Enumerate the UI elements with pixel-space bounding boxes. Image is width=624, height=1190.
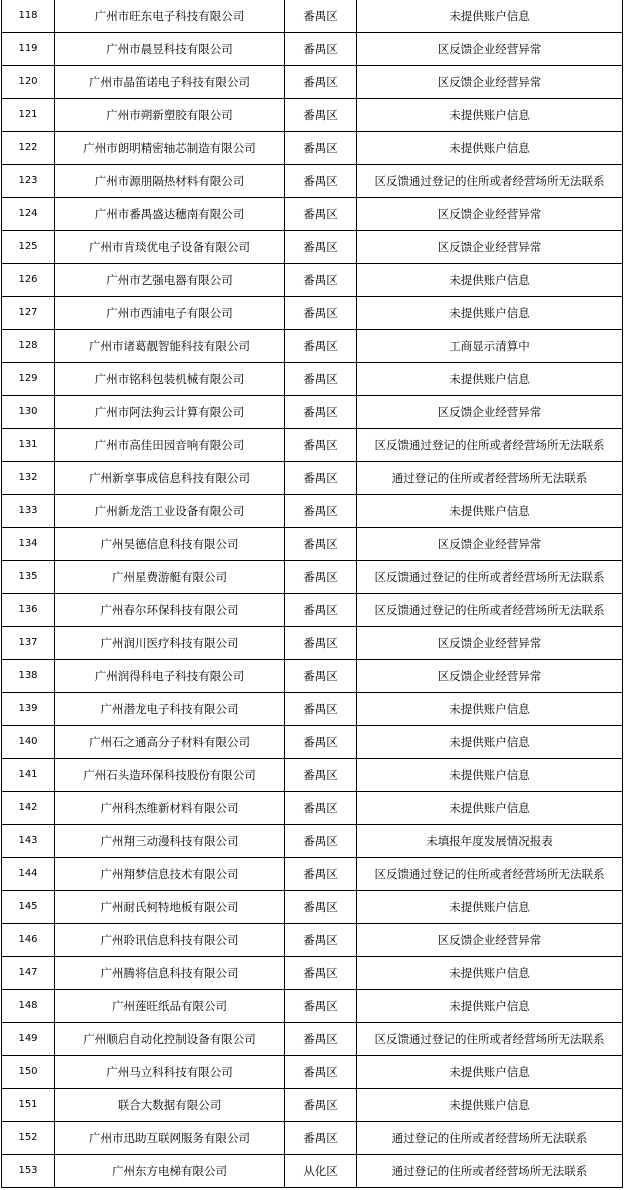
row-number-cell: 151 (2, 1089, 55, 1122)
district-cell: 番禺区 (285, 396, 357, 429)
table-row (2, 528, 623, 561)
company-name-cell: 广州市迅助互联网服务有限公司 (55, 1122, 285, 1155)
company-name-cell: 广州市源朋隔热材料有限公司 (55, 165, 285, 198)
company-name-cell: 广州市西浦电子有限公司 (55, 297, 285, 330)
district-cell: 番禺区 (285, 660, 357, 693)
company-name-cell: 广州市阿法狗云计算有限公司 (55, 396, 285, 429)
row-number-cell: 143 (2, 825, 55, 858)
company-name-cell: 广州聆讯信息科技有限公司 (55, 924, 285, 957)
company-name-cell: 广州市铭科包装机械有限公司 (55, 363, 285, 396)
table-row (2, 726, 623, 759)
district-cell: 番禺区 (285, 33, 357, 66)
table-row (2, 1089, 623, 1122)
reason-cell: 区反馈企业经营异常 (357, 66, 623, 99)
table-row (2, 990, 623, 1023)
district-cell: 从化区 (285, 1155, 357, 1188)
district-cell: 番禺区 (285, 462, 357, 495)
company-name-cell: 广州星费游艇有限公司 (55, 561, 285, 594)
district-cell: 番禺区 (285, 594, 357, 627)
reason-cell: 通过登记的住所或者经营场所无法联系 (357, 1155, 623, 1188)
reason-cell: 未提供账户信息 (357, 99, 623, 132)
district-cell: 番禺区 (285, 957, 357, 990)
district-cell: 番禺区 (285, 1023, 357, 1056)
reason-cell: 区反馈通过登记的住所或者经营场所无法联系 (357, 165, 623, 198)
company-name-cell: 广州顺启自动化控制设备有限公司 (55, 1023, 285, 1056)
company-name-cell: 广州润得科电子科技有限公司 (55, 660, 285, 693)
row-number-cell: 145 (2, 891, 55, 924)
table-row (2, 957, 623, 990)
row-number-cell: 130 (2, 396, 55, 429)
table-row (2, 297, 623, 330)
table-row (2, 693, 623, 726)
reason-cell: 未提供账户信息 (357, 759, 623, 792)
company-name-cell: 广州市晨昱科技有限公司 (55, 33, 285, 66)
company-name-cell: 广州石之通高分子材料有限公司 (55, 726, 285, 759)
district-cell: 番禺区 (285, 858, 357, 891)
district-cell: 番禺区 (285, 231, 357, 264)
district-cell: 番禺区 (285, 0, 357, 33)
table-row (2, 594, 623, 627)
row-number-cell: 146 (2, 924, 55, 957)
company-name-cell: 广州市肯琰优电子设备有限公司 (55, 231, 285, 264)
company-name-cell: 广州市朗明精密轴芯制造有限公司 (55, 132, 285, 165)
reason-cell: 未提供账户信息 (357, 990, 623, 1023)
table-body (2, 0, 623, 1188)
reason-cell: 通过登记的住所或者经营场所无法联系 (357, 1122, 623, 1155)
reason-cell: 未提供账户信息 (357, 0, 623, 33)
row-number-cell: 132 (2, 462, 55, 495)
table-row (2, 165, 623, 198)
row-number-cell: 144 (2, 858, 55, 891)
reason-cell: 通过登记的住所或者经营场所无法联系 (357, 462, 623, 495)
district-cell: 番禺区 (285, 99, 357, 132)
reason-cell: 未提供账户信息 (357, 957, 623, 990)
reason-cell: 未提供账户信息 (357, 891, 623, 924)
reason-cell: 未提供账户信息 (357, 726, 623, 759)
district-cell: 番禺区 (285, 528, 357, 561)
company-name-cell: 广州新龙浩工业设备有限公司 (55, 495, 285, 528)
district-cell: 番禺区 (285, 1089, 357, 1122)
reason-cell: 未提供账户信息 (357, 264, 623, 297)
table-row (2, 825, 623, 858)
table-row (2, 330, 623, 363)
company-name-cell: 广州耐氏柯特地板有限公司 (55, 891, 285, 924)
district-cell: 番禺区 (285, 297, 357, 330)
row-number-cell: 133 (2, 495, 55, 528)
district-cell: 番禺区 (285, 561, 357, 594)
company-name-cell: 广州市朔新塑胶有限公司 (55, 99, 285, 132)
reason-cell: 区反馈企业经营异常 (357, 627, 623, 660)
reason-cell: 区反馈企业经营异常 (357, 528, 623, 561)
row-number-cell: 125 (2, 231, 55, 264)
reason-cell: 区反馈通过登记的住所或者经营场所无法联系 (357, 594, 623, 627)
table-row (2, 858, 623, 891)
district-cell: 番禺区 (285, 363, 357, 396)
reason-cell: 区反馈企业经营异常 (357, 198, 623, 231)
row-number-cell: 148 (2, 990, 55, 1023)
company-name-cell: 广州新享事成信息科技有限公司 (55, 462, 285, 495)
district-cell: 番禺区 (285, 693, 357, 726)
row-number-cell: 128 (2, 330, 55, 363)
row-number-cell: 142 (2, 792, 55, 825)
row-number-cell: 153 (2, 1155, 55, 1188)
company-name-cell: 广州市晶笛诺电子科技有限公司 (55, 66, 285, 99)
table-row (2, 198, 623, 231)
row-number-cell: 121 (2, 99, 55, 132)
row-number-cell: 134 (2, 528, 55, 561)
district-cell: 番禺区 (285, 990, 357, 1023)
company-name-cell: 广州石头造环保科技股份有限公司 (55, 759, 285, 792)
reason-cell: 未提供账户信息 (357, 1056, 623, 1089)
table-row (2, 495, 623, 528)
company-name-cell: 广州翔梦信息技术有限公司 (55, 858, 285, 891)
table-row (2, 33, 623, 66)
reason-cell: 未提供账户信息 (357, 495, 623, 528)
row-number-cell: 118 (2, 0, 55, 33)
table-row (2, 792, 623, 825)
company-name-cell: 广州润川医疗科技有限公司 (55, 627, 285, 660)
row-number-cell: 138 (2, 660, 55, 693)
reason-cell: 区反馈企业经营异常 (357, 660, 623, 693)
district-cell: 番禺区 (285, 330, 357, 363)
reason-cell: 区反馈通过登记的住所或者经营场所无法联系 (357, 429, 623, 462)
district-cell: 番禺区 (285, 759, 357, 792)
table-row (2, 561, 623, 594)
district-cell: 番禺区 (285, 66, 357, 99)
table-row (2, 759, 623, 792)
row-number-cell: 147 (2, 957, 55, 990)
row-number-cell: 124 (2, 198, 55, 231)
row-number-cell: 149 (2, 1023, 55, 1056)
table-row (2, 0, 623, 33)
reason-cell: 未提供账户信息 (357, 1089, 623, 1122)
table-row (2, 660, 623, 693)
table-row (2, 462, 623, 495)
company-name-cell: 广州市诸葛靓智能科技有限公司 (55, 330, 285, 363)
district-cell: 番禺区 (285, 627, 357, 660)
row-number-cell: 150 (2, 1056, 55, 1089)
row-number-cell: 141 (2, 759, 55, 792)
reason-cell: 区反馈企业经营异常 (357, 924, 623, 957)
company-name-cell: 广州昊德信息科技有限公司 (55, 528, 285, 561)
district-cell: 番禺区 (285, 495, 357, 528)
company-name-cell: 广州东方电梯有限公司 (55, 1155, 285, 1188)
row-number-cell: 127 (2, 297, 55, 330)
table-row (2, 924, 623, 957)
company-name-cell: 广州翔三动漫科技有限公司 (55, 825, 285, 858)
row-number-cell: 135 (2, 561, 55, 594)
reason-cell: 未提供账户信息 (357, 693, 623, 726)
reason-cell: 未填报年度发展情况报表 (357, 825, 623, 858)
table-row (2, 627, 623, 660)
reason-cell: 未提供账户信息 (357, 792, 623, 825)
district-cell: 番禺区 (285, 891, 357, 924)
district-cell: 番禺区 (285, 198, 357, 231)
district-cell: 番禺区 (285, 1122, 357, 1155)
company-name-cell: 广州市旺东电子科技有限公司 (55, 0, 285, 33)
row-number-cell: 140 (2, 726, 55, 759)
reason-cell: 区反馈企业经营异常 (357, 231, 623, 264)
company-name-cell: 广州市高佳田园音响有限公司 (55, 429, 285, 462)
row-number-cell: 120 (2, 66, 55, 99)
company-name-cell: 广州市艺强电器有限公司 (55, 264, 285, 297)
table-row (2, 132, 623, 165)
district-cell: 番禺区 (285, 264, 357, 297)
reason-cell: 区反馈通过登记的住所或者经营场所无法联系 (357, 561, 623, 594)
district-cell: 番禺区 (285, 726, 357, 759)
reason-cell: 区反馈通过登记的住所或者经营场所无法联系 (357, 1023, 623, 1056)
table-row (2, 66, 623, 99)
table-row (2, 1155, 623, 1188)
company-name-cell: 广州马立科科技有限公司 (55, 1056, 285, 1089)
table-row (2, 891, 623, 924)
row-number-cell: 123 (2, 165, 55, 198)
row-number-cell: 152 (2, 1122, 55, 1155)
table-row (2, 264, 623, 297)
district-cell: 番禺区 (285, 165, 357, 198)
district-cell: 番禺区 (285, 792, 357, 825)
reason-cell: 区反馈企业经营异常 (357, 396, 623, 429)
company-name-cell: 广州莲旺纸品有限公司 (55, 990, 285, 1023)
company-name-cell: 广州市番禺盛达穗南有限公司 (55, 198, 285, 231)
table-row (2, 1122, 623, 1155)
company-name-cell: 广州科杰维新材料有限公司 (55, 792, 285, 825)
reason-cell: 区反馈通过登记的住所或者经营场所无法联系 (357, 858, 623, 891)
company-name-cell: 联合大数据有限公司 (55, 1089, 285, 1122)
reason-cell: 未提供账户信息 (357, 297, 623, 330)
reason-cell: 工商显示清算中 (357, 330, 623, 363)
reason-cell: 区反馈企业经营异常 (357, 33, 623, 66)
district-cell: 番禺区 (285, 429, 357, 462)
company-table (1, 0, 623, 1188)
row-number-cell: 122 (2, 132, 55, 165)
reason-cell: 未提供账户信息 (357, 132, 623, 165)
district-cell: 番禺区 (285, 132, 357, 165)
table-row (2, 429, 623, 462)
table-row (2, 231, 623, 264)
reason-cell: 未提供账户信息 (357, 363, 623, 396)
table-row (2, 1023, 623, 1056)
table-row (2, 396, 623, 429)
row-number-cell: 136 (2, 594, 55, 627)
row-number-cell: 139 (2, 693, 55, 726)
district-cell: 番禺区 (285, 924, 357, 957)
row-number-cell: 126 (2, 264, 55, 297)
row-number-cell: 129 (2, 363, 55, 396)
table-row (2, 363, 623, 396)
table-row (2, 1056, 623, 1089)
district-cell: 番禺区 (285, 1056, 357, 1089)
company-name-cell: 广州春尔环保科技有限公司 (55, 594, 285, 627)
row-number-cell: 137 (2, 627, 55, 660)
company-name-cell: 广州腾将信息科技有限公司 (55, 957, 285, 990)
district-cell: 番禺区 (285, 825, 357, 858)
table-row (2, 99, 623, 132)
row-number-cell: 119 (2, 33, 55, 66)
row-number-cell: 131 (2, 429, 55, 462)
company-name-cell: 广州潜龙电子科技有限公司 (55, 693, 285, 726)
